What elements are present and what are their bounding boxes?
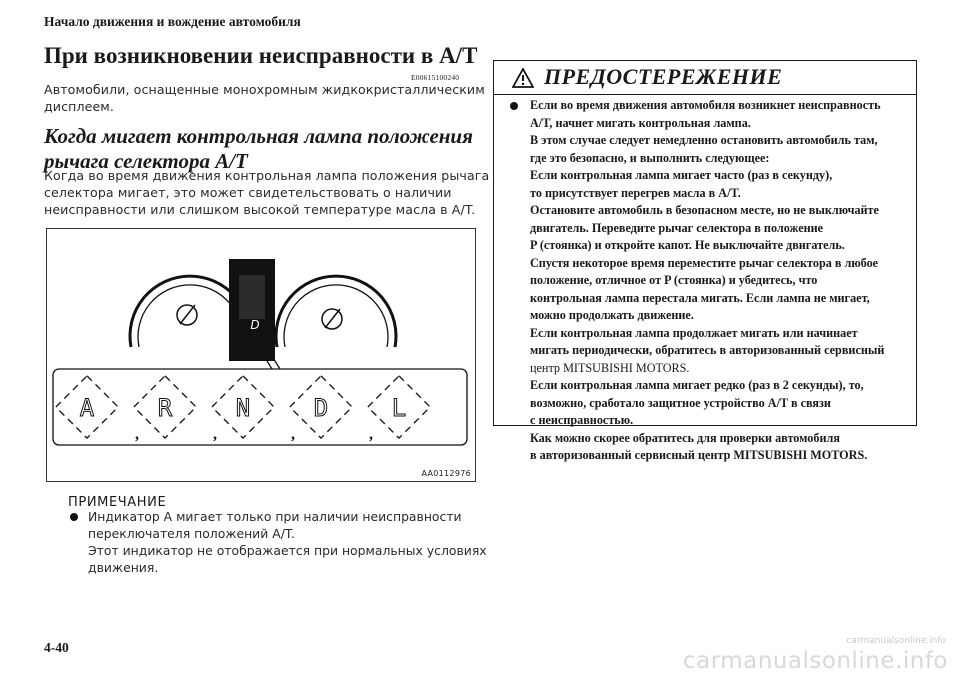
warning-header	[494, 61, 916, 95]
instrument-cluster-illustration	[47, 229, 475, 481]
position-separator: ,	[291, 426, 295, 443]
body-line: неисправности или слишком высокой температуре масла в A/T.	[44, 202, 476, 217]
note-title: ПРИМЕЧАНИЕ	[68, 495, 167, 510]
watermark-small: carmanualsonline.info	[846, 636, 946, 646]
position-separator: ,	[213, 426, 217, 443]
right-gauge-needle	[325, 309, 340, 328]
warning-line: контрольная лампа перестала мигать. Если лампа не мигает,	[530, 290, 870, 305]
warning-line: Если контрольная лампа продолжает мигать или начинает	[530, 325, 858, 340]
warning-line: центр MITSUBISHI MOTORS.	[530, 360, 690, 375]
position-letter: N	[235, 394, 251, 422]
position-separator: ,	[135, 426, 139, 443]
right-gauge-outer-ring	[276, 276, 396, 347]
body-paragraph	[44, 167, 490, 218]
figure-code: AA0112976	[421, 469, 471, 478]
warning-line: то присутствует перегрев масла в A/T.	[530, 185, 741, 200]
watermark: carmanualsonline.info	[682, 648, 948, 674]
warning-line: где это безопасно, и выполнить следующее:	[530, 150, 770, 165]
warning-line: с неисправностью.	[530, 413, 634, 427]
warning-line: Остановите автомобиль в безопасном месте, но не выключайте	[530, 203, 879, 217]
warning-body	[530, 97, 910, 465]
warning-triangle-icon	[512, 68, 534, 88]
section-title: При возникновении неисправности в A/T	[44, 43, 478, 68]
warning-line: возможно, сработало защитное устройство A/T в связи	[530, 395, 831, 410]
intro-paragraph	[44, 81, 485, 115]
position-letter: R	[157, 394, 173, 422]
warning-line: Если во время движения автомобиля возникнет неисправность	[530, 98, 881, 112]
warning-line: P (стоянка) и откройте капот. Не выключайте двигатель.	[530, 238, 845, 252]
note-line: Индикатор A мигает только при наличии неисправности	[88, 509, 462, 524]
warning-line: можно продолжать движение.	[530, 308, 694, 322]
page-number: 4-40	[44, 640, 69, 655]
warning-line: двигатель. Переведите рычаг селектора в положение	[530, 220, 824, 235]
subsection-title-line: рычага селектора A/T	[44, 149, 248, 173]
right-gauge-inner-ring	[284, 285, 388, 347]
body-line: Когда во время движения контрольная лампа положения рычага	[44, 168, 490, 183]
warning-line: положение, отличное от P (стоянка) и убедитесь, что	[530, 273, 818, 287]
warning-line: Если контрольная лампа мигает редко (раз в 2 секунды), то,	[530, 378, 864, 392]
note-line: Этот индикатор не отображается при нормальных условиях	[88, 543, 487, 558]
left-gauge-needle	[180, 305, 195, 324]
position-letter: A	[79, 394, 95, 422]
warning-line: в авторизованный сервисный центр MITSUBISHI MOTORS.	[530, 448, 868, 462]
body-line: селектора мигает, это может свидетельствовать о наличии	[44, 185, 452, 200]
subsection-title-line: Когда мигает контрольная лампа положения	[44, 124, 473, 148]
note-line: движения.	[88, 560, 159, 575]
note-body	[88, 508, 487, 576]
warning-line: A/T, начнет мигать контрольная лампа.	[530, 115, 751, 130]
position-letters-group	[56, 376, 430, 443]
bullet-icon	[70, 513, 78, 521]
lcd-display-inner	[239, 275, 265, 319]
bullet-icon	[510, 102, 518, 110]
instrument-cluster-figure	[46, 228, 476, 482]
warning-title: ПРЕДОСТЕРЕЖЕНИЕ	[544, 64, 783, 89]
position-letter: D	[313, 394, 329, 422]
warning-line: В этом случае следует немедленно остановить автомобиль там,	[530, 133, 878, 147]
lcd-position-indicator: D	[250, 318, 260, 332]
intro-line: дисплеем.	[44, 99, 114, 114]
intro-line: Автомобили, оснащенные монохромным жидкокристаллическим	[44, 82, 485, 97]
warning-box	[493, 60, 917, 462]
position-separator: ,	[369, 426, 373, 443]
position-letter: L	[391, 394, 407, 422]
left-gauge-inner-ring	[138, 285, 242, 347]
section-code: E00615100240	[411, 73, 460, 82]
running-header: Начало движения и вождение автомобиля	[44, 14, 301, 29]
warning-line: мигать периодически, обратитесь в авторизованный сервисный	[530, 343, 885, 357]
note-line: переключателя положений A/T.	[88, 526, 295, 541]
warning-line: Спустя некоторое время переместите рычаг селектора в любое	[530, 255, 879, 270]
warning-line: Если контрольная лампа мигает часто (раз в секунду),	[530, 168, 833, 182]
warning-line: Как можно скорее обратитесь для проверки автомобиля	[530, 430, 840, 445]
